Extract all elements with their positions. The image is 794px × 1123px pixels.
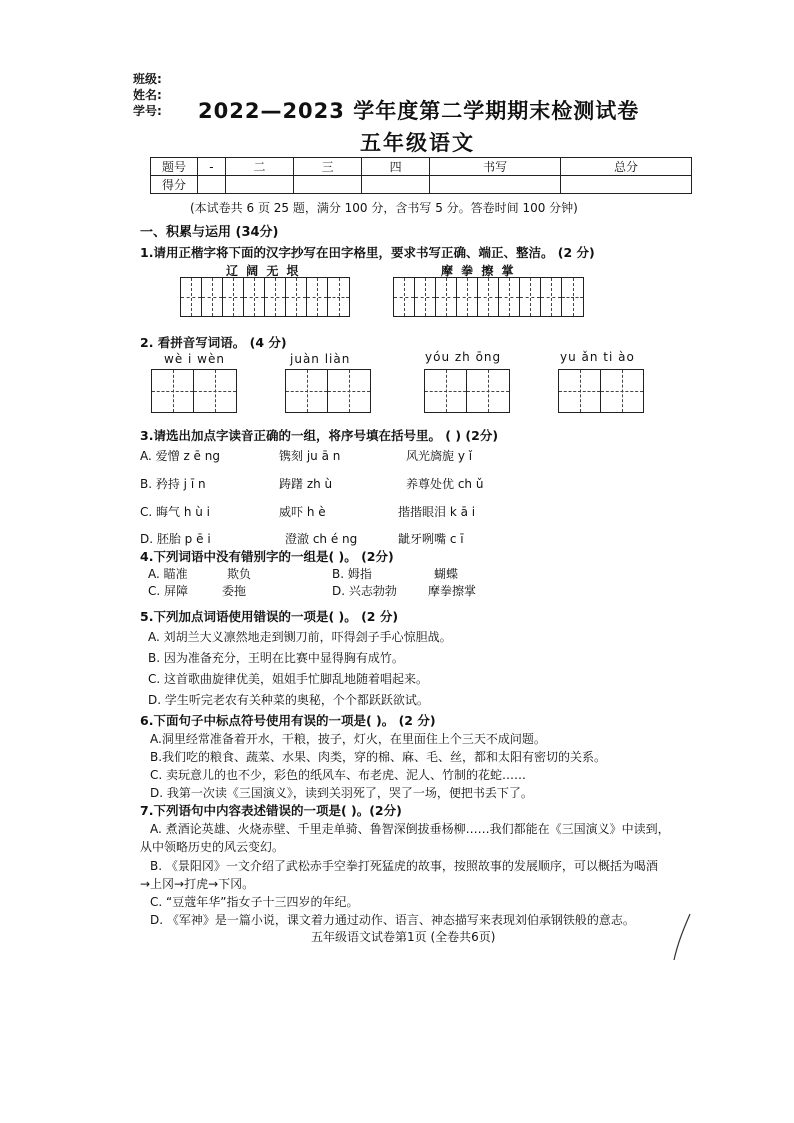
score-cell-q2: 二 xyxy=(225,158,293,176)
score-table xyxy=(150,157,692,194)
question-6: 6.下面句子中标点符号使用有误的一项是( )。 (2 分) xyxy=(140,713,436,728)
q2-answer-grid-1[interactable] xyxy=(151,369,237,413)
class-label: 班级: xyxy=(133,72,162,86)
question-1: 1.请用正楷字将下面的汉字抄写在田字格里，要求书写正确、端正、整洁。 (2 分) xyxy=(140,245,595,260)
q7-option-c: C. “豆蔻年华”指女子十三四岁的年纪。 xyxy=(150,895,359,909)
exam-subtitle: 五年级语文 xyxy=(360,131,475,155)
q1-writing-grid-right[interactable] xyxy=(393,277,584,317)
q2-answer-grid-2[interactable] xyxy=(285,369,371,413)
q5-option-a: A. 刘胡兰大义凛然地走到铡刀前，吓得刽子手心惊胆战。 xyxy=(148,630,452,644)
score-table-header-row xyxy=(151,158,692,176)
exam-title: 2022—2023 学年度第二学期期末检测试卷 xyxy=(198,99,640,123)
q2-answer-grid-3[interactable] xyxy=(424,369,510,413)
q3-option-c-3: 揩揩眼泪 k ā i xyxy=(398,505,476,519)
q5-option-c: C. 这首歌曲旋律优美，姐姐手忙脚乱地随着唱起来。 xyxy=(148,672,429,686)
name-label: 姓名: xyxy=(133,88,162,102)
score-input[interactable] xyxy=(430,176,561,194)
q2-pinyin-2: juàn liàn xyxy=(290,352,351,366)
student-id-label: 学号: xyxy=(133,104,162,118)
score-row-label: 得分 xyxy=(151,176,198,194)
q7-option-d: D. 《军神》是一篇小说，课文着力通过动作、语言、神态描写来表现刘伯承钢铁般的意志。 xyxy=(150,913,635,927)
score-table-score-row xyxy=(151,176,692,194)
q1-right-words: 摩 拳 擦 掌 xyxy=(441,264,516,278)
q7-option-b-line2: →上冈→打虎→下冈。 xyxy=(140,877,255,891)
question-5: 5.下列加点词语使用错误的一项是( )。 (2 分) xyxy=(140,609,399,624)
q3-option-d-3: 龇牙咧嘴 c ī xyxy=(398,532,464,546)
score-cell-total: 总分 xyxy=(561,158,692,176)
question-3: 3.请选出加点字读音正确的一组，将序号填在括号里。 ( ) (2分) xyxy=(140,428,499,443)
score-input[interactable] xyxy=(561,176,692,194)
q2-pinyin-3: yóu zh ōng xyxy=(425,350,502,364)
q6-option-b: B.我们吃的粮食、蔬菜、水果、肉类，穿的棉、麻、毛、丝，都和太阳有密切的关系。 xyxy=(150,750,607,764)
q5-option-b: B. 因为准备充分，王明在比赛中显得胸有成竹。 xyxy=(148,651,404,665)
q7-option-b-line1: B. 《景阳冈》一文介绍了武松赤手空拳打死猛虎的故事，按照故事的发展顺序，可以概括为喝酒 xyxy=(150,859,658,873)
question-2: 2. 看拼音写词语。 (4 分) xyxy=(140,335,287,350)
question-7: 7.下列语句中内容表述错误的一项是( )。(2分) xyxy=(140,803,402,818)
q4-option-a: A. 瞄准 xyxy=(148,567,188,581)
page-footer: 五年级语文试卷第1页 (全卷共6页) xyxy=(311,930,496,944)
q4-option-d-word2: 摩拳擦掌 xyxy=(428,584,477,598)
score-input[interactable] xyxy=(294,176,362,194)
score-cell-label: 题号 xyxy=(151,158,198,176)
q2-answer-grid-4[interactable] xyxy=(558,369,644,413)
q3-option-b-2: 踌躇 zh ù xyxy=(279,477,333,491)
score-cell-writing: 书写 xyxy=(430,158,561,176)
q3-option-d-2: 澄澈 ch é ng xyxy=(285,532,358,546)
q4-option-b: B. 姆指 xyxy=(332,567,372,581)
exam-note: (本试卷共 6 页 25 题，满分 100 分，含书写 5 分。答卷时间 100 分钟) xyxy=(190,201,578,215)
q4-option-c-word2: 委拖 xyxy=(222,584,247,598)
q4-option-b-word2: 蝴蝶 xyxy=(434,567,459,581)
pen-mark xyxy=(672,912,694,962)
q2-pinyin-4: yu ǎn ti ào xyxy=(560,350,635,364)
q1-left-words: 辽 阔 无 垠 xyxy=(226,264,301,278)
q6-option-d: D. 我第一次读《三国演义》，读到关羽死了，哭了一场，便把书丢下了。 xyxy=(150,786,533,800)
score-input[interactable] xyxy=(225,176,293,194)
q1-writing-grid-left[interactable] xyxy=(180,277,350,317)
score-input[interactable] xyxy=(362,176,430,194)
q3-option-b-3: 养尊处优 ch ǔ xyxy=(406,477,484,491)
q6-option-a: A.洞里经常准备着开水，干粮，披子，灯火，在里面住上个三天不成问题。 xyxy=(150,732,546,746)
question-4: 4.下列词语中没有错别字的一组是( )。 (2分) xyxy=(140,549,394,564)
q3-option-c-2: 威吓 h è xyxy=(279,505,326,519)
q3-option-d-1: D. 胚胎 p ē i xyxy=(140,532,211,546)
score-input[interactable] xyxy=(198,176,226,194)
q2-pinyin-1: wè i wèn xyxy=(164,352,225,366)
q3-option-b-1: B. 矜持 j ī n xyxy=(140,477,206,491)
score-cell-q4: 四 xyxy=(362,158,430,176)
q5-option-d: D. 学生听完老农有关种菜的奥秘，个个都跃跃欲试。 xyxy=(148,693,429,707)
q3-option-a-2: 镌刻 ju ā n xyxy=(279,449,341,463)
q4-option-d: D. 兴志勃勃 xyxy=(332,584,397,598)
q4-option-a-word2: 欺负 xyxy=(227,567,252,581)
score-cell-q1: - xyxy=(198,158,226,176)
section-1-title: 一、积累与运用 (34分) xyxy=(140,225,279,240)
q7-option-a-line1: A. 煮酒论英雄、火烧赤壁、千里走单骑、鲁智深倒拔垂杨柳……我们都能在《三国演义》中读到， xyxy=(150,822,670,836)
q7-option-a-line2: 从中领略历史的风云变幻。 xyxy=(140,840,285,854)
q6-option-c: C. 卖玩意儿的也不少，彩色的纸风车、布老虎、泥人、竹制的花蛇…… xyxy=(150,768,527,782)
q3-option-c-1: C. 晦气 h ù i xyxy=(140,505,210,519)
score-cell-q3: 三 xyxy=(294,158,362,176)
q4-option-c: C. 屏障 xyxy=(148,584,189,598)
q3-option-a-3: 风光旖旎 y ǐ xyxy=(406,449,473,463)
q3-option-a-1: A. 爱憎 z ē ng xyxy=(140,449,220,463)
